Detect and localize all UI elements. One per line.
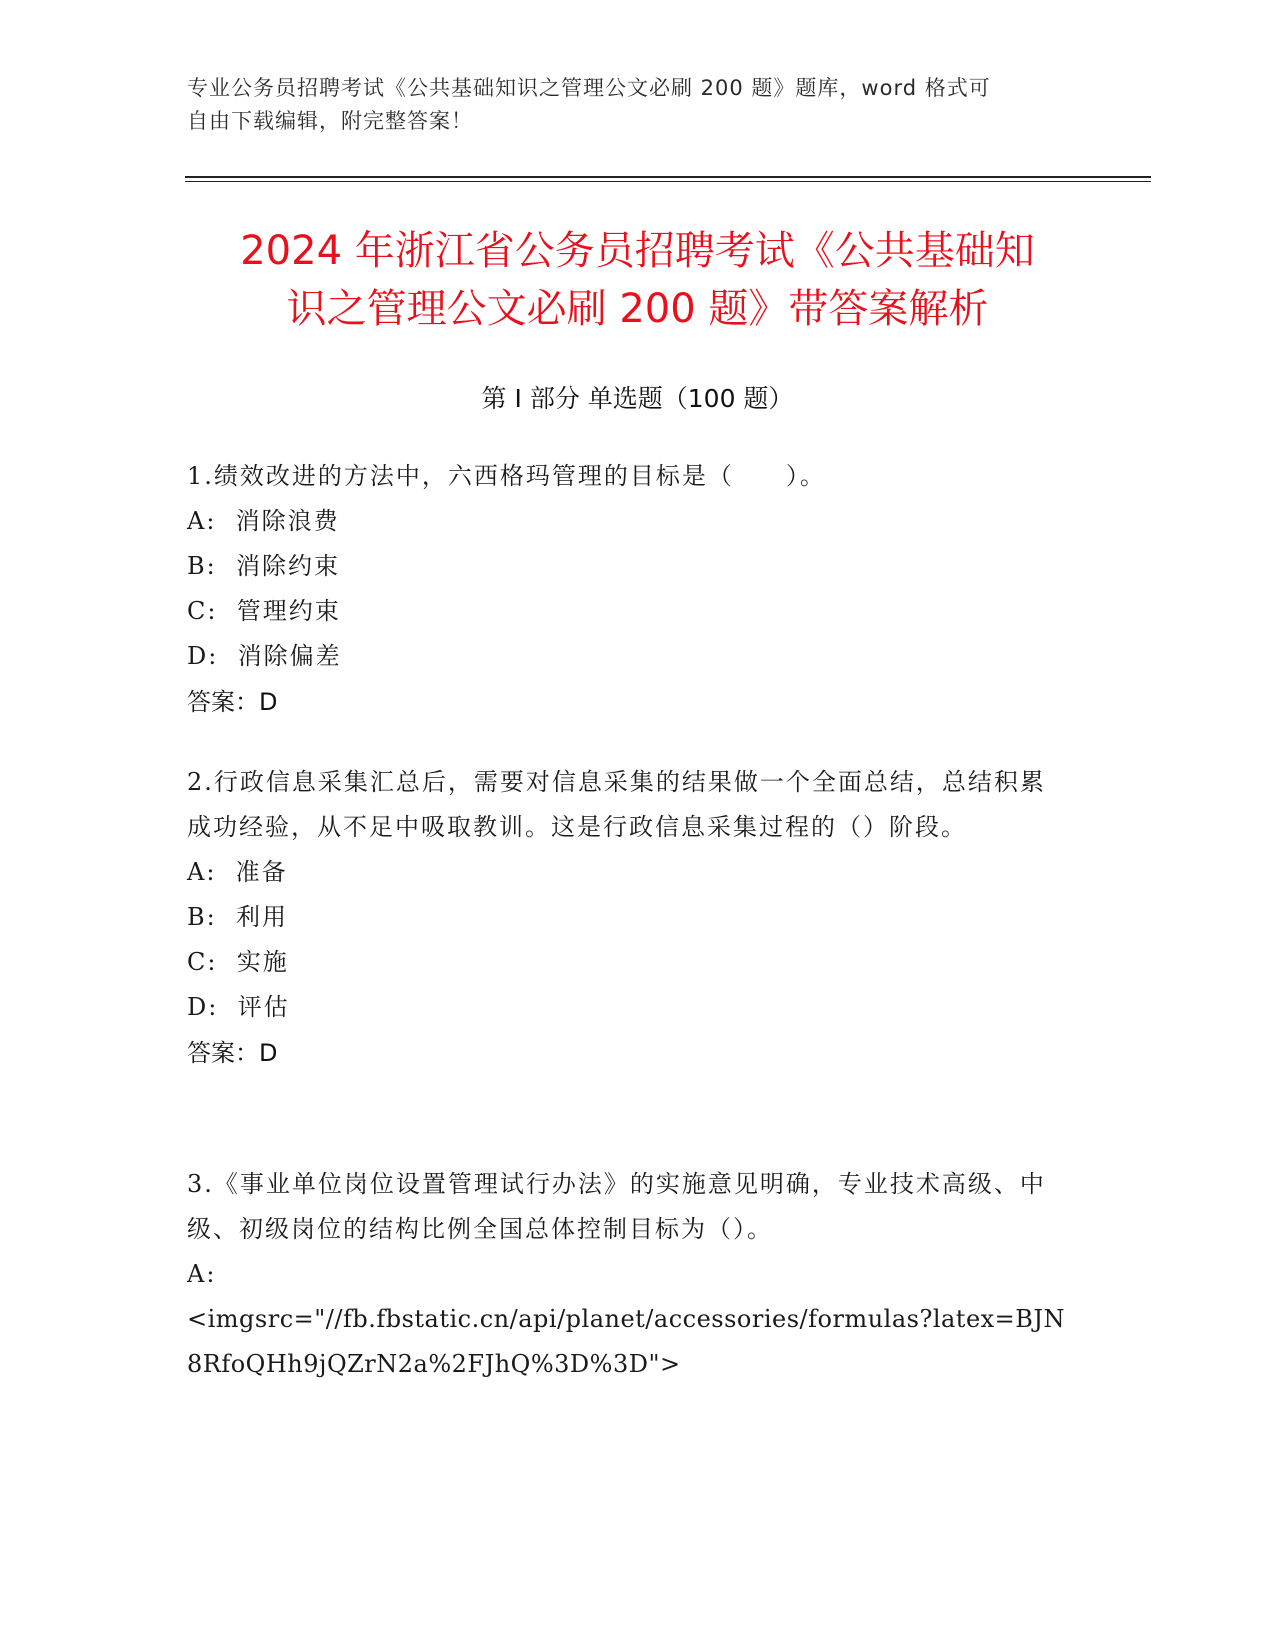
section-title: 第 I 部分 单选题（100 题） bbox=[481, 384, 794, 413]
option-b: B: 利用 bbox=[187, 903, 288, 931]
document-title-line-2: 识之管理公文必刷 200 题》带答案解析 bbox=[286, 286, 989, 332]
header-divider-thick bbox=[185, 176, 1151, 178]
option-c: C: 管理约束 bbox=[187, 597, 341, 625]
question-stem: 3.《事业单位岗位设置管理试行办法》的实施意见明确，专业技术高级、中级、初级岗位的结构比例全国总体控制目标为（）。 bbox=[187, 1170, 1046, 1243]
option-a: A: 消除浪费 bbox=[187, 507, 340, 535]
header-note-line-1: 专业公务员招聘考试《公共基础知识之管理公文必刷 200 题》题库，word 格式可 bbox=[187, 76, 991, 100]
document-title bbox=[150, 222, 1125, 338]
answer: 答案：D bbox=[187, 688, 278, 716]
question-stem: 2.行政信息采集汇总后，需要对信息采集的结果做一个全面总结，总结积累成功经验，从不足中吸取教训。这是行政信息采集过程的（）阶段。 bbox=[187, 768, 1046, 841]
header-note-line-2: 自由下载编辑，附完整答案！ bbox=[187, 109, 473, 133]
option-d: D: 评估 bbox=[187, 993, 290, 1021]
option-b: B: 消除约束 bbox=[187, 552, 340, 580]
question-1 bbox=[187, 454, 1067, 725]
option-d: D: 消除偏差 bbox=[187, 642, 342, 670]
option-a: A: 准备 bbox=[187, 858, 288, 886]
question-stem: 1.绩效改进的方法中，六西格玛管理的目标是（ ）。 bbox=[187, 462, 826, 490]
document-title-line-1: 2024 年浙江省公务员招聘考试《公共基础知 bbox=[240, 228, 1035, 274]
question-2 bbox=[187, 760, 1067, 1076]
header-note bbox=[187, 72, 1087, 138]
option-a-text: <imgsrc="//fb.fbstatic.cn/api/planet/accessories/formulas?latex=BJN8RfoQHh9jQZrN2a%2FJhQ%3D%3D"> bbox=[187, 1305, 1066, 1378]
question-3 bbox=[187, 1162, 1067, 1387]
header-divider-thin bbox=[185, 181, 1151, 182]
option-a-label: A: bbox=[187, 1260, 217, 1288]
answer: 答案：D bbox=[187, 1039, 278, 1067]
option-c: C: 实施 bbox=[187, 948, 289, 976]
